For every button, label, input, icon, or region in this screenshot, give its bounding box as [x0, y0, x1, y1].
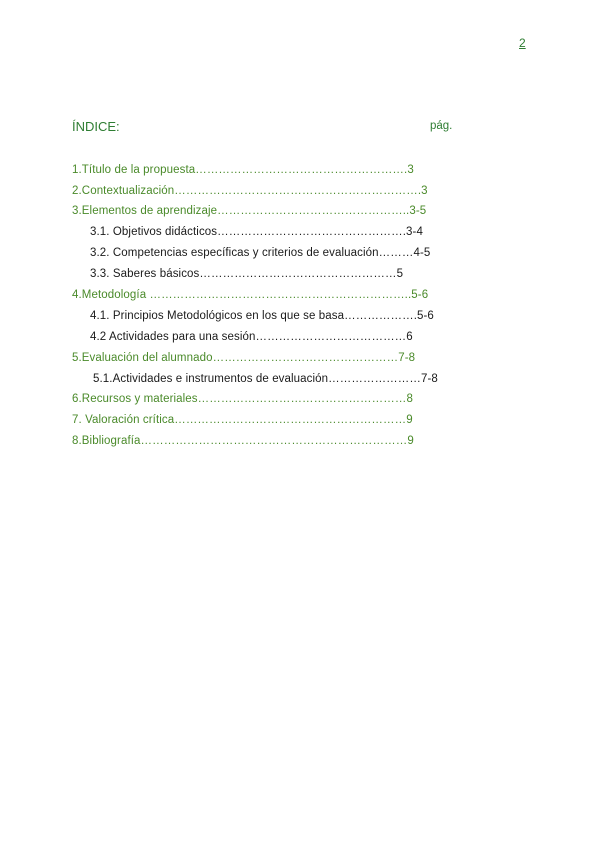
index-title: ÍNDICE:	[72, 119, 120, 134]
toc-entry-bibliografia[interactable]: 8.Bibliografía……………………………………………………………9	[72, 435, 414, 447]
toc-entry-principios[interactable]: 4.1. Principios Metodológicos en los que se basa……………….5-6	[90, 310, 434, 322]
toc-entry-competencias[interactable]: 3.2. Competencias específicas y criterios de evaluación………4-5	[90, 247, 431, 259]
toc-entry-actividades-sesion[interactable]: 4.2 Actividades para una sesión…………………………………6	[90, 331, 413, 343]
toc-entry-contextualizacion[interactable]: 2.Contextualización……………………………………………………….3	[72, 185, 428, 197]
toc-entry-valoracion[interactable]: 7. Valoración crítica……………………………………………………9	[72, 414, 413, 426]
page-column-label: pág.	[430, 120, 453, 132]
page-number[interactable]: 2	[519, 36, 526, 50]
toc-entry-saberes[interactable]: 3.3. Saberes básicos……………………………………………5	[90, 268, 404, 280]
toc-entry-instrumentos[interactable]: 5.1.Actividades e instrumentos de evaluación……………………7-8	[93, 373, 438, 385]
toc-entry-titulo[interactable]: 1.Título de la propuesta……………………………………………….3	[72, 164, 414, 176]
toc-entry-objetivos[interactable]: 3.1. Objetivos didácticos………………………………………….3-4	[90, 226, 423, 238]
toc-entry-elementos[interactable]: 3.Elementos de aprendizaje…………………………………………..3-5	[72, 205, 427, 217]
toc-entry-evaluacion[interactable]: 5.Evaluación del alumnado…………………………………………7-8	[72, 352, 416, 364]
toc-entry-metodologia[interactable]: 4.Metodología …………………………………………………………..5-6	[72, 289, 429, 301]
toc-entry-recursos[interactable]: 6.Recursos y materiales………………………………………………8	[72, 393, 413, 405]
